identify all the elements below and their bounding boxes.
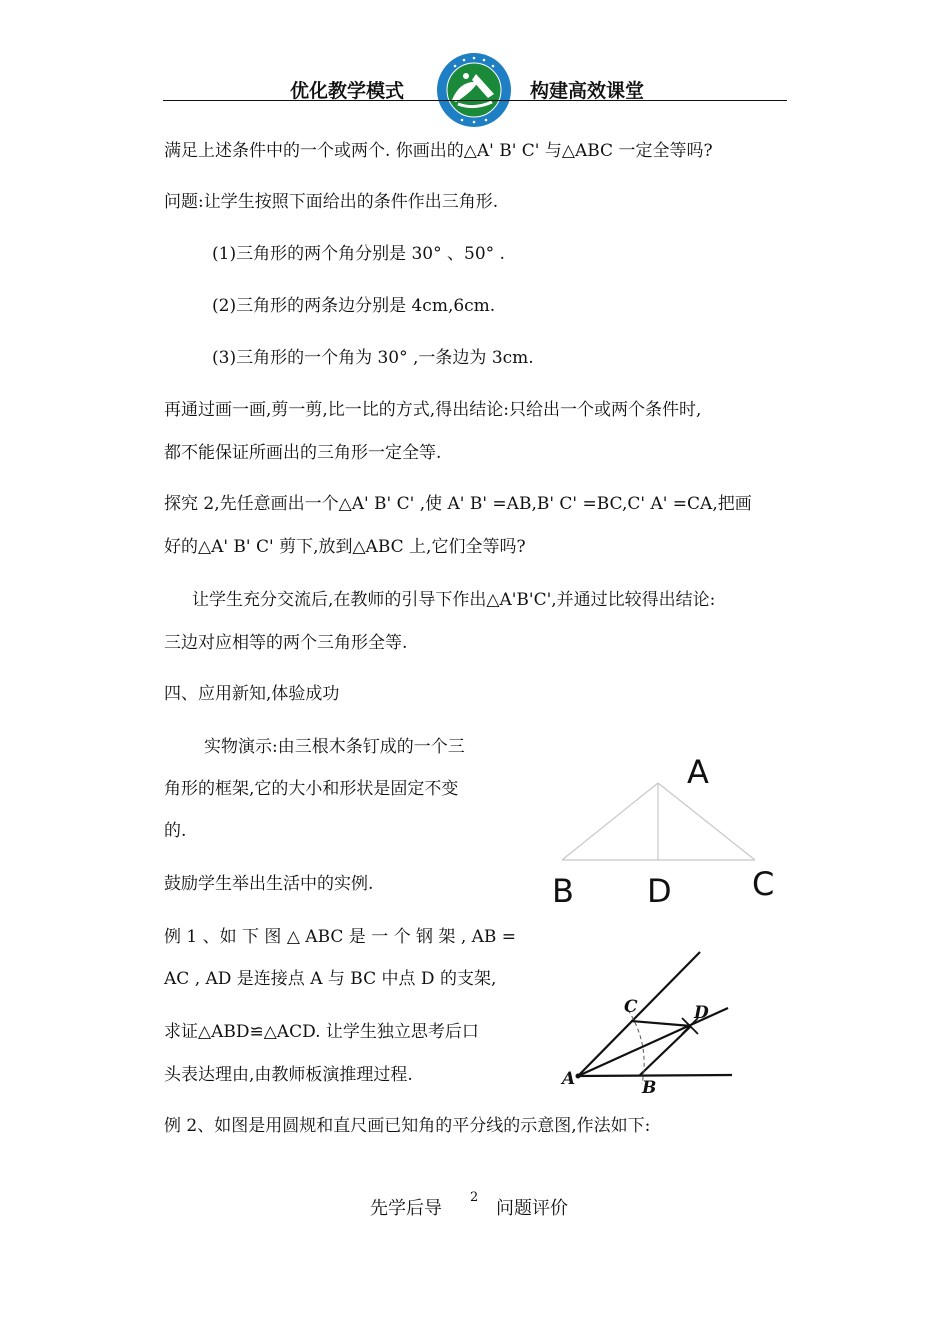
paragraph-line: 角形的框架,它的大小和形状是固定不变 [164, 779, 459, 799]
ray-ab [578, 1075, 732, 1076]
angle-bisector-figure [558, 948, 748, 1098]
paragraph-line: 头表达理由,由教师板演推理过程. [164, 1065, 413, 1085]
paragraph-line: 求证△ABD≌△ACD. 让学生独立思考后口 [164, 1022, 479, 1042]
paragraph-line: 探究 2,先任意画出一个△A' B' C' ,使 A' B' =AB,B' C' =BC,C' A' =CA,把画 [164, 494, 752, 514]
footer-left: 先学后导 [370, 1198, 442, 1219]
paragraph-line: 让学生充分交流后,在教师的引导下作出△A'B'C',并通过比较得出结论: [192, 590, 716, 610]
list-item: (3)三角形的一个角为 30° ,一条边为 3cm. [212, 348, 534, 368]
label-d: D [647, 872, 672, 910]
paragraph-line: 都不能保证所画出的三角形一定全等. [164, 443, 442, 463]
segment-ab [562, 783, 658, 860]
paragraph-line: 例 1 、如 下 图 △ ABC 是 一 个 钢 架 , AB = [164, 927, 517, 947]
label-b: B [642, 1078, 657, 1098]
label-a: A [687, 753, 709, 791]
segment-ac [658, 783, 755, 860]
paragraph-line: 三边对应相等的两个三角形全等. [164, 633, 408, 653]
header-rule [163, 100, 787, 101]
paragraph-line: 再通过画一画,剪一剪,比一比的方式,得出结论:只给出一个或两个条件时, [164, 400, 702, 420]
ray-ac [578, 952, 700, 1076]
label-b: B [552, 872, 574, 910]
label-a: A [562, 1069, 576, 1089]
segment-cd [631, 1021, 691, 1026]
header-right-title: 构建高效课堂 [530, 80, 645, 102]
page-number: 2 [470, 1190, 479, 1205]
label-c: C [624, 997, 638, 1017]
paragraph-line: 满足上述条件中的一个或两个. 你画出的△A' B' C' 与△ABC 一定全等吗? [164, 141, 713, 161]
list-item: (1)三角形的两个角分别是 30° 、50° . [212, 244, 505, 264]
paragraph-line: 鼓励学生举出生活中的实例. [164, 874, 374, 894]
section-heading: 四、应用新知,体验成功 [164, 684, 340, 704]
list-item: (2)三角形的两条边分别是 4cm,6cm. [212, 296, 496, 316]
paragraph-line: 的. [164, 821, 187, 841]
label-c: C [752, 865, 775, 903]
footer-right: 问题评价 [496, 1198, 568, 1219]
paragraph-line: AC , AD 是连接点 A 与 BC 中点 D 的支架, [164, 969, 497, 989]
paragraph-line: 例 2、如图是用圆规和直尺画已知角的平分线的示意图,作法如下: [164, 1116, 651, 1136]
triangle-figure-abc [540, 745, 800, 915]
label-d: D [694, 1003, 709, 1023]
paragraph-line: 实物演示:由三根木条钉成的一个三 [204, 737, 465, 757]
header-left-title: 优化教学模式 [290, 80, 405, 102]
paragraph-line: 好的△A' B' C' 剪下,放到△ABC 上,它们全等吗? [164, 537, 526, 557]
school-logo [436, 52, 512, 128]
paragraph-line: 问题:让学生按照下面给出的条件作出三角形. [164, 192, 499, 212]
